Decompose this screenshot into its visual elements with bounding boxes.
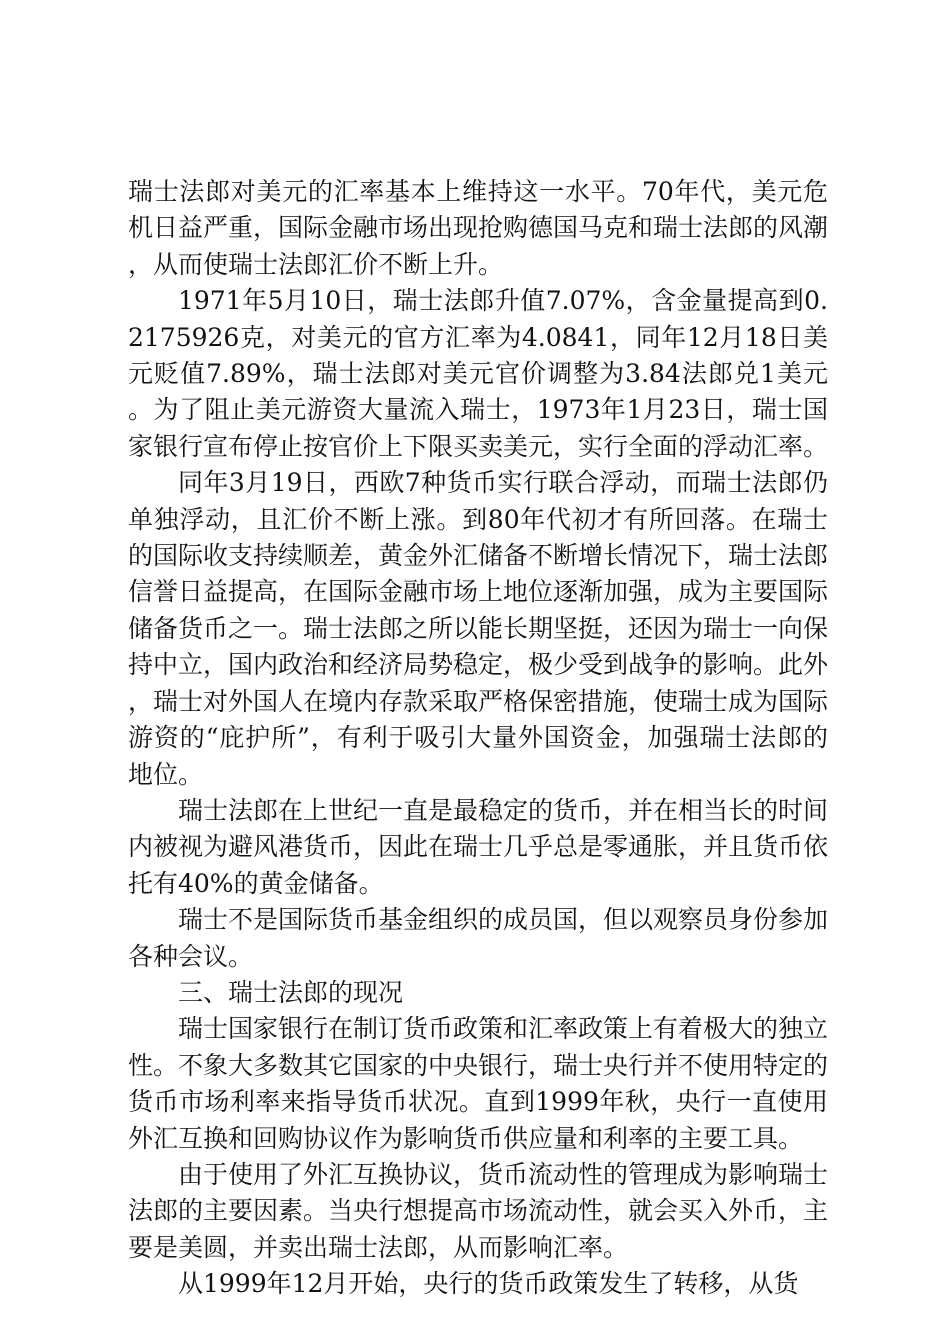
paragraph-continued: 瑞士法郎对美元的汇率基本上维持这一水平。70年代，美元危机日益严重，国际金融市场出现抢购德国马克和瑞士法郎的风潮，从而使瑞士法郎汇价不断上升。 — [128, 177, 829, 279]
paragraph-joint-float: 同年3月19日，西欧7种货币实行联合浮动，而瑞士法郎仍单独浮动，且汇价不断上涨。到80年代初才有所回落。在瑞士的国际收支持续顺差，黄金外汇储备不断增长情况下，瑞士法郎信誉日益提高，在国际金融市场上地位逐渐加强，成为主要国际储备货币之一。瑞士法郎之所以能长期坚挺，还因为瑞士一向保持中立，国内政治和经济局势稳定，极少受到战争的影响。此外，瑞士对外国人在境内存款采取严格保密措施，使瑞士成为国际游资的“庇护所”，有利于吸引大量外国资金，加强瑞士法郎的地位。 — [128, 468, 829, 789]
paragraph-safe-haven: 瑞士法郎在上世纪一直是最稳定的货币，并在相当长的时间内被视为避风港货币，因此在瑞士几乎总是零通胀，并且货币依托有40%的黄金储备。 — [128, 795, 829, 898]
paragraph-imf-observer: 瑞士不是国际货币基金组织的成员国，但以观察员身份参加各种会议。 — [128, 905, 829, 971]
paragraph-national-bank: 瑞士国家银行在制订货币政策和汇率政策上有着极大的独立性。不象大多数其它国家的中央银行，瑞士央行并不使用特定的货币市场利率来指导货币状况。直到1999年秋，央行一直使用外汇互换和回购协议作为影响货币供应量和利率的主要工具。 — [128, 1014, 829, 1153]
paragraph-policy-shift: 从1999年12月开始，央行的货币政策发生了转移，从货 — [178, 1269, 799, 1299]
section-heading: 三、瑞士法郎的现况 — [178, 977, 404, 1007]
paragraph-1971-revaluation: 1971年5月10日，瑞士法郎升值7.07%，含金量提高到0.2175926克，对美元的官方汇率为4.0841，同年12月18日美元贬值7.89%，瑞士法郎对美元官价调整为3.84法郎兑1美元。为了阻止美元游资大量流入瑞士，1973年1月23日，瑞士国家银行宣布停止按官价上下限买卖美元，实行全面的浮动汇率。 — [128, 286, 829, 461]
document-body — [128, 174, 828, 1303]
paragraph-fx-swap: 由于使用了外汇互换协议，货币流动性的管理成为影响瑞士法郎的主要因素。当央行想提高市场流动性，就会买入外币，主要是美圆，并卖出瑞士法郎，从而影响汇率。 — [128, 1159, 829, 1262]
